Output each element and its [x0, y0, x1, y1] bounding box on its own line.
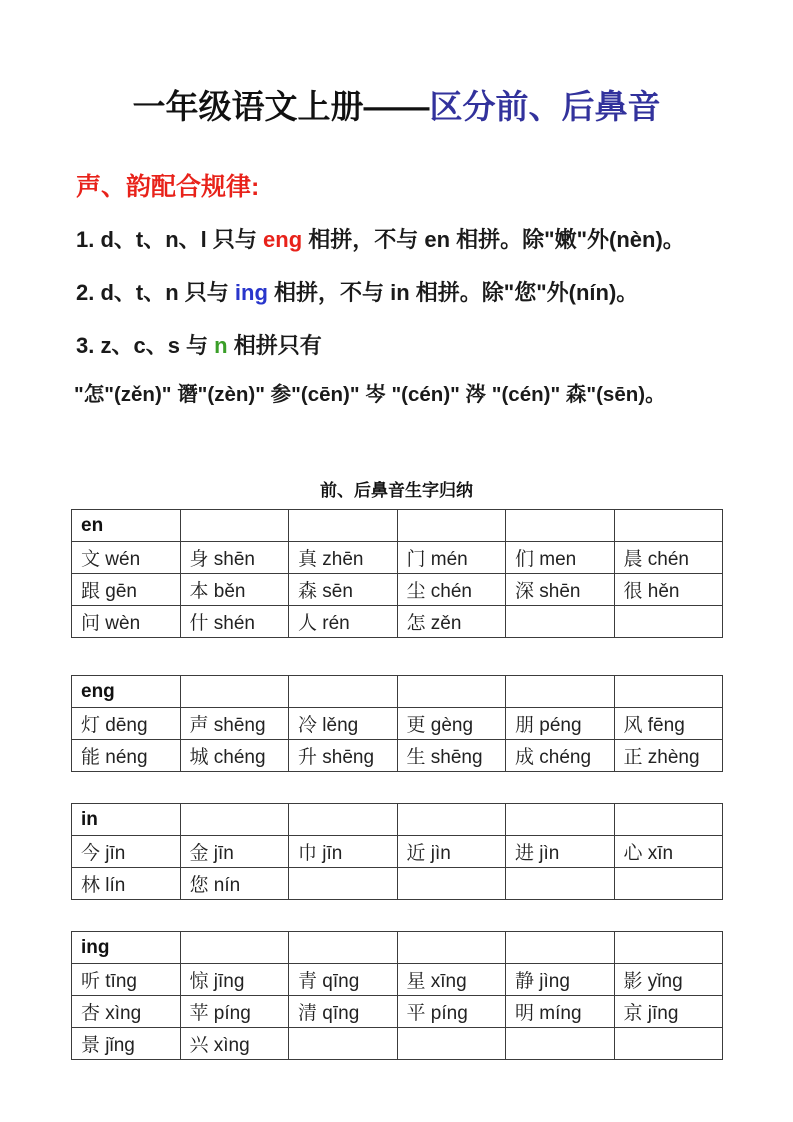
rule-2-highlight: ing	[234, 280, 268, 305]
table-cell: 能 néng	[72, 740, 181, 772]
pinyin-table-in	[71, 803, 723, 900]
rule-3-highlight: n	[214, 333, 228, 358]
table-cell-empty	[614, 606, 723, 638]
table-row	[72, 836, 723, 868]
table-cell-empty	[614, 510, 723, 542]
table-cell-empty	[289, 868, 398, 900]
table-cell-empty	[289, 932, 398, 964]
exception-words-line: "怎"(zěn)" 谮"(zèn)" 参"(cēn)" 岑 "(cén)" 涔 "(cén)" 森"(sēn)。	[74, 383, 666, 406]
table-cell: 更 gèng	[397, 708, 506, 740]
table-cell-empty	[180, 676, 289, 708]
table-row	[72, 708, 723, 740]
table-cell: 影 yǐng	[614, 964, 723, 996]
table-cell: 很 hěn	[614, 574, 723, 606]
table-cell-empty	[289, 804, 398, 836]
table-cell: 清 qīng	[289, 996, 398, 1028]
table-cell: 近 jìn	[397, 836, 506, 868]
pinyin-table-en	[71, 509, 723, 638]
table-cell: 风 fēng	[614, 708, 723, 740]
table-cell-empty	[397, 510, 506, 542]
page-title-black-part: 一年级语文上册——	[132, 88, 430, 125]
table-label-en: en	[72, 510, 181, 542]
table-cell: 灯 dēng	[72, 708, 181, 740]
table-header-row	[72, 804, 723, 836]
table-cell: 听 tīng	[72, 964, 181, 996]
table-cell-empty	[506, 676, 615, 708]
rule-1-highlight: eng	[263, 227, 303, 252]
table-cell: 进 jìn	[506, 836, 615, 868]
table-cell: 们 men	[506, 542, 615, 574]
table-cell: 什 shén	[180, 606, 289, 638]
table-cell: 星 xīng	[397, 964, 506, 996]
table-cell: 平 píng	[397, 996, 506, 1028]
table-label-ing: ing	[72, 932, 181, 964]
table-cell-empty	[614, 868, 723, 900]
table-cell-empty	[506, 1028, 615, 1060]
table-cell-empty	[506, 868, 615, 900]
rule-2	[76, 278, 713, 308]
table-row	[72, 542, 723, 574]
table-cell: 怎 zěn	[397, 606, 506, 638]
table-cell: 成 chéng	[506, 740, 615, 772]
table-cell: 今 jīn	[72, 836, 181, 868]
rule-3-prefix: 3. z、c、s 与	[76, 333, 215, 358]
table-cell: 兴 xìng	[180, 1028, 289, 1060]
rule-3-suffix: 相拼只有	[227, 333, 322, 358]
table-row	[72, 964, 723, 996]
table-row	[72, 574, 723, 606]
table-cell: 青 qīng	[289, 964, 398, 996]
table-header-row	[72, 510, 723, 542]
table-row	[72, 1028, 723, 1060]
table-label-in: in	[72, 804, 181, 836]
table-cell-empty	[614, 1028, 723, 1060]
table-cell: 朋 péng	[506, 708, 615, 740]
rule-1-prefix: 1. d、t、n、l 只与	[76, 227, 264, 252]
table-cell: 生 shēng	[397, 740, 506, 772]
table-cell-empty	[506, 932, 615, 964]
tables-caption: 前、后鼻音生字归纳	[320, 481, 473, 500]
table-cell-empty	[506, 606, 615, 638]
table-cell-empty	[397, 804, 506, 836]
table-label-eng: eng	[72, 676, 181, 708]
rule-1-suffix: 相拼，不与 en 相拼。除"嫩"外(nèn)。	[302, 227, 685, 252]
tables-container	[71, 509, 723, 1060]
table-cell: 本 běn	[180, 574, 289, 606]
table-row	[72, 996, 723, 1028]
table-cell: 金 jīn	[180, 836, 289, 868]
table-row	[72, 740, 723, 772]
table-cell: 升 shēng	[289, 740, 398, 772]
table-cell-empty	[614, 804, 723, 836]
pinyin-table-eng	[71, 675, 723, 772]
table-cell: 您 nín	[180, 868, 289, 900]
table-cell: 心 xīn	[614, 836, 723, 868]
table-cell-empty	[180, 510, 289, 542]
rule-2-prefix: 2. d、t、n 只与	[76, 280, 235, 305]
table-cell: 尘 chén	[397, 574, 506, 606]
table-cell: 冷 lěng	[289, 708, 398, 740]
table-cell: 惊 jīng	[180, 964, 289, 996]
table-row	[72, 868, 723, 900]
table-cell: 杏 xìng	[72, 996, 181, 1028]
table-row	[72, 606, 723, 638]
table-cell-empty	[397, 1028, 506, 1060]
table-cell: 声 shēng	[180, 708, 289, 740]
page-title	[0, 0, 793, 130]
table-header-row	[72, 676, 723, 708]
table-cell-empty	[289, 510, 398, 542]
table-cell: 城 chéng	[180, 740, 289, 772]
table-cell: 跟 gēn	[72, 574, 181, 606]
table-cell-empty	[397, 932, 506, 964]
page-title-highlight-part: 区分前、后鼻音	[429, 88, 661, 125]
table-cell-empty	[397, 676, 506, 708]
table-cell: 正 zhèng	[614, 740, 723, 772]
table-cell: 人 rén	[289, 606, 398, 638]
table-cell-empty	[506, 804, 615, 836]
table-cell: 景 jǐng	[72, 1028, 181, 1060]
table-cell-empty	[397, 868, 506, 900]
table-cell: 巾 jīn	[289, 836, 398, 868]
rule-1	[76, 225, 713, 255]
table-cell-empty	[289, 676, 398, 708]
table-cell: 明 míng	[506, 996, 615, 1028]
table-cell-empty	[614, 676, 723, 708]
table-cell: 真 zhēn	[289, 542, 398, 574]
table-cell: 门 mén	[397, 542, 506, 574]
table-cell: 京 jīng	[614, 996, 723, 1028]
table-cell: 问 wèn	[72, 606, 181, 638]
pinyin-table-ing	[71, 931, 723, 1060]
table-cell: 林 lín	[72, 868, 181, 900]
table-cell-empty	[289, 1028, 398, 1060]
table-header-row	[72, 932, 723, 964]
table-cell-empty	[506, 510, 615, 542]
table-cell: 晨 chén	[614, 542, 723, 574]
rules-section-heading: 声、韵配合规律:	[76, 173, 260, 201]
table-cell-empty	[180, 804, 289, 836]
rule-2-suffix: 相拼，不与 in 相拼。除"您"外(nín)。	[267, 280, 639, 305]
table-cell: 文 wén	[72, 542, 181, 574]
rule-3	[76, 331, 713, 361]
table-cell: 深 shēn	[506, 574, 615, 606]
table-cell-empty	[180, 932, 289, 964]
table-cell: 静 jìng	[506, 964, 615, 996]
table-cell: 苹 píng	[180, 996, 289, 1028]
table-cell: 森 sēn	[289, 574, 398, 606]
table-cell-empty	[614, 932, 723, 964]
table-cell: 身 shēn	[180, 542, 289, 574]
